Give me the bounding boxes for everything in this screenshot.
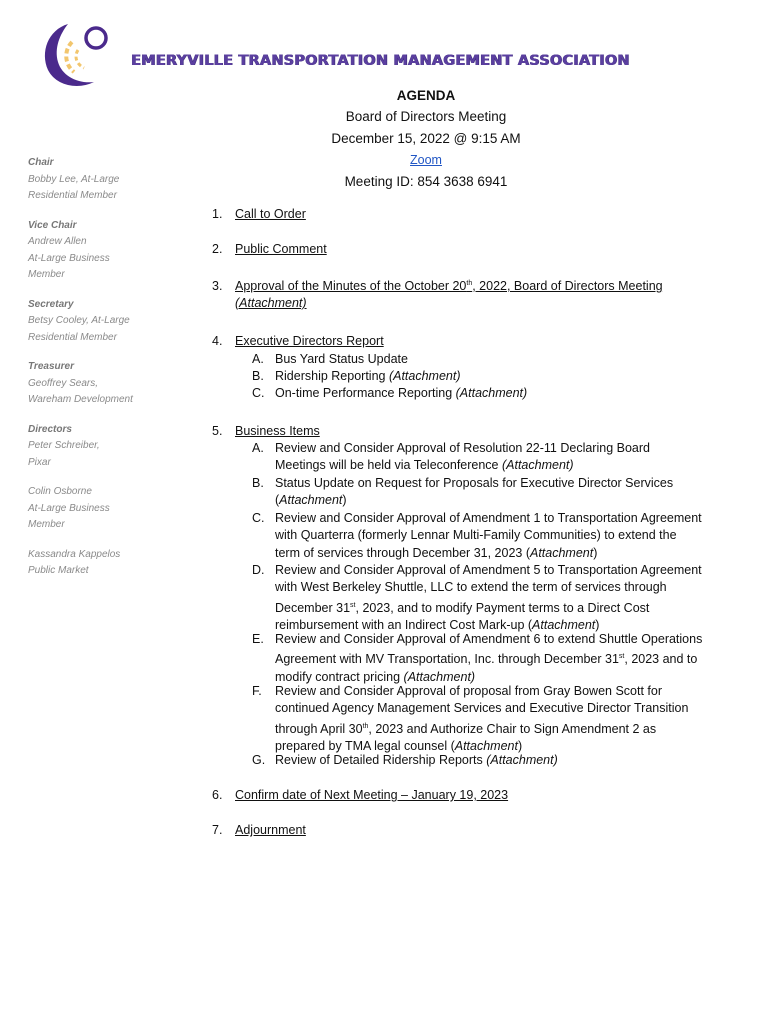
board-role: Directors — [28, 423, 72, 435]
agenda-title: AGENDA — [396, 88, 456, 103]
agenda-5a: A. Review and Consider Approval of Resolution 22-11 Declaring Board Meetings will be held via Teleconference (Attachment) — [252, 441, 650, 473]
board-member-group — [28, 422, 188, 472]
executive-directors-report: Executive Directors Report — [235, 334, 384, 348]
board-member-line: Residential Member — [28, 331, 117, 343]
agenda-4b: B. Ridership Reporting (Attachment) — [252, 369, 461, 383]
org-name: EMERYVILLE TRANSPORTATION MANAGEMENT ASSOCIATION — [131, 53, 630, 69]
board-member-line: Public Market — [28, 565, 89, 576]
next-meeting-date: Confirm date of Next Meeting – January 19, 2023 — [235, 788, 509, 802]
adjournment: Adjournment — [235, 823, 306, 837]
board-member-line: Kassandra Kappelos — [28, 548, 121, 560]
agenda-5e: E. Review and Consider Approval of Amendment 6 to extend Shuttle Operations Agreement with MV Transportation, Inc. through December 31st, 2023 and to modify contract pricing (Attachment) — [252, 632, 703, 684]
meeting-name: Board of Directors Meeting — [345, 109, 507, 124]
board-member-group — [28, 218, 188, 284]
board-member-line: Bobby Lee, At-Large — [28, 173, 120, 185]
board-member-line: Peter Schreiber, — [28, 440, 100, 451]
board-member-group — [28, 297, 188, 347]
board-role: Vice Chair — [28, 219, 77, 231]
agenda-5c: C. Review and Consider Approval of Amendment 1 to Transportation Agreement with Quarterra (formerly Lennar Multi-Family Communities) to extend the term of services through December 31, 2023 (Attachment) — [252, 511, 702, 560]
meeting-id: Meeting ID: 854 3638 6941 — [344, 174, 508, 189]
board-member-group — [28, 359, 188, 409]
board-role: Chair — [28, 157, 54, 168]
board-member-line: Pixar — [28, 456, 51, 468]
board-member-line: Geoffrey Sears, — [28, 377, 99, 389]
minutes-approval: Approval of the Minutes of the October 20th, 2022, Board of Directors Meeting — [235, 279, 663, 293]
board-member-line: Member — [28, 519, 65, 530]
agenda-5d: D. Review and Consider Approval of Amendment 5 to Transportation Agreement with West Berkeley Shuttle, LLC to extend the term of services through December 31st, 2023, and to modify Payment terms to a Direct Cost reimbursement with an Indirect Cost Mark-up (Attachment) — [252, 563, 702, 633]
etma-logo — [38, 20, 118, 92]
board-member-line: At-Large Business — [28, 502, 110, 514]
business-items: Business Items — [235, 424, 320, 438]
board-member-group — [28, 484, 188, 534]
agenda-5f: F. Review and Consider Approval of proposal from Gray Bowen Scott for continued Agency Management Services and Executive Director Transition through April 30th, 2023 and Authorize Chair to Sign Amendment 2 as prepared by TMA legal counsel (Attachment) — [252, 684, 689, 754]
agenda-4a: A. Bus Yard Status Update — [252, 352, 408, 366]
board-member-group — [28, 547, 188, 580]
board-member-group — [28, 155, 188, 205]
agenda-4c: C. On-time Performance Reporting (Attachment) — [252, 386, 528, 400]
board-member-line: Betsy Cooley, At-Large — [28, 315, 130, 326]
zoom-link[interactable]: Zoom — [410, 153, 442, 167]
agenda-5b: B. Status Update on Request for Proposals for Executive Director Services (Attachment) — [252, 476, 674, 508]
board-member-line: Member — [28, 269, 65, 280]
board-members-sidebar — [28, 155, 188, 593]
public-comment: Public Comment — [235, 242, 327, 256]
board-member-line: Wareham Development — [28, 394, 133, 405]
board-role: Treasurer — [28, 361, 74, 372]
call-to-order: Call to Order — [235, 207, 306, 221]
board-member-line: Andrew Allen — [28, 236, 87, 247]
meeting-date-time: December 15, 2022 @ 9:15 AM — [331, 131, 521, 146]
board-role: Secretary — [28, 298, 74, 310]
board-member-line: At-Large Business — [28, 252, 110, 264]
board-member-line: Colin Osborne — [28, 486, 92, 497]
agenda-5g: G. Review of Detailed Ridership Reports (Attachment) — [252, 753, 558, 767]
board-member-line: Residential Member — [28, 190, 117, 201]
